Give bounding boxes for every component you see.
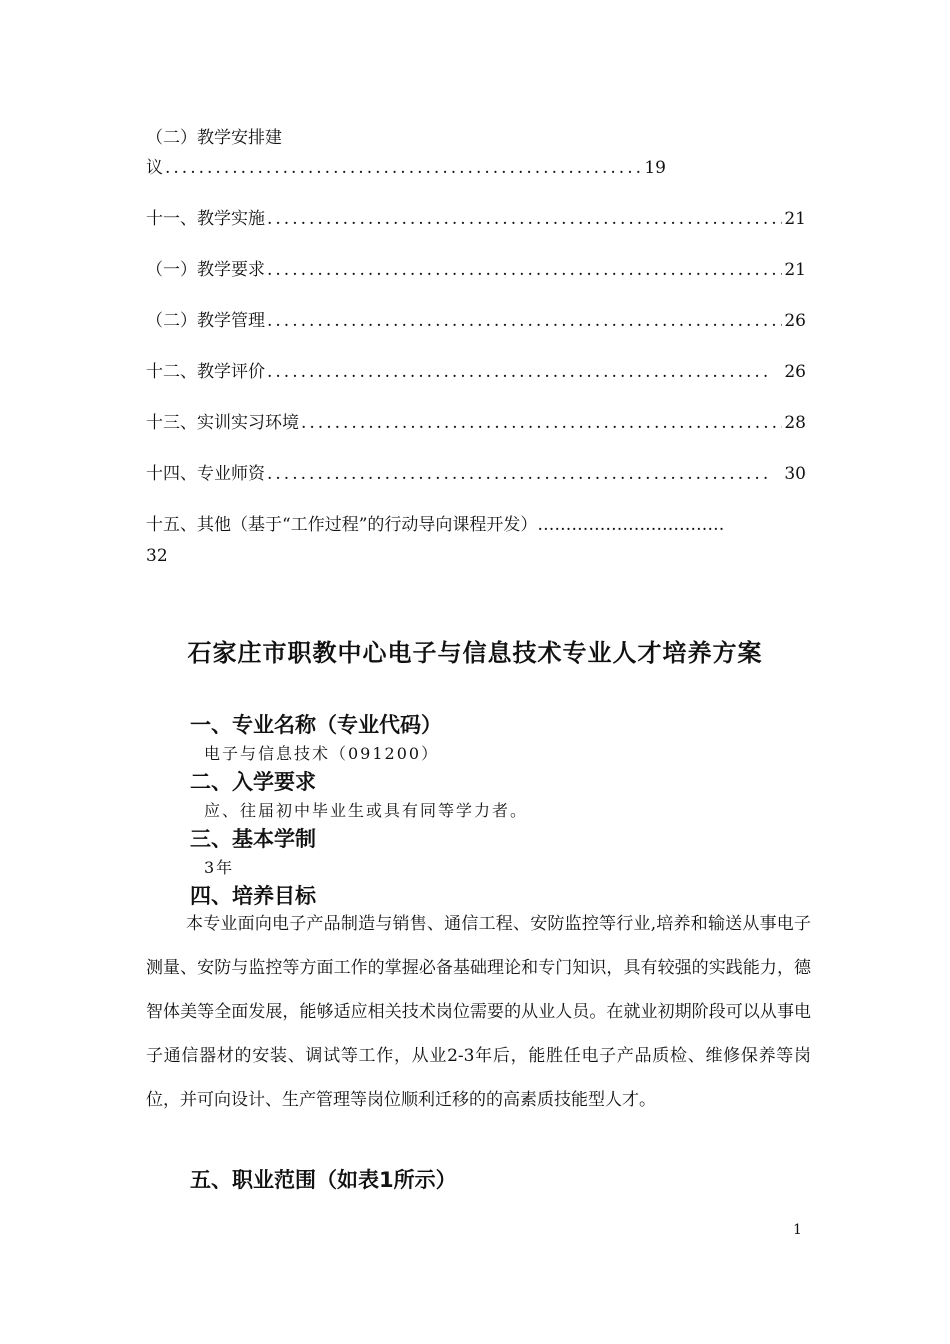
- toc-page-number: 30: [784, 464, 806, 484]
- toc-item: [146, 207, 806, 231]
- toc-page-number: 26: [784, 362, 806, 382]
- toc-page-number: 28: [784, 413, 806, 433]
- document-title: 石家庄市职教中心电子与信息技术专业人才培养方案: [187, 638, 763, 667]
- page-number: 1: [793, 1222, 802, 1238]
- toc-item-label: 十四、专业师资: [146, 464, 265, 484]
- toc-item-label: （二）教学安排建: [146, 128, 282, 148]
- toc-leader-dots: [267, 309, 782, 333]
- section-heading: 五、职业范围（如表1所示）: [190, 1168, 457, 1192]
- toc-leader-dots: [267, 258, 782, 282]
- section-heading: 一、专业名称（专业代码）: [190, 713, 442, 737]
- toc-page-number: 32: [146, 546, 168, 566]
- section-heading: 二、入学要求: [190, 770, 316, 794]
- toc-page-number: 21: [784, 260, 806, 280]
- body-paragraph: [146, 902, 811, 1122]
- toc-item: [146, 258, 806, 282]
- section-body: 电子与信息技术（091200）: [204, 744, 440, 763]
- toc-item-label: （二）教学管理: [146, 311, 265, 331]
- toc-item-label-cont: 议: [146, 158, 163, 178]
- toc-leader-dots: [267, 462, 772, 486]
- section-body: 3年: [204, 858, 235, 877]
- section-heading: 四、培养目标: [190, 884, 316, 908]
- toc-item-label: 十一、教学实施: [146, 209, 265, 229]
- toc-item: [146, 309, 806, 333]
- toc-leader-dots: [267, 207, 782, 231]
- toc-page-number: 26: [784, 311, 806, 331]
- toc-item: [146, 360, 806, 384]
- section-heading: 三、基本学制: [190, 827, 316, 851]
- toc-item-wrapped: [146, 156, 666, 180]
- toc-item: [146, 462, 806, 486]
- toc-item-label: 十二、教学评价: [146, 362, 265, 382]
- toc-leader-dots: [301, 411, 782, 435]
- toc-page-number: 19: [644, 158, 666, 178]
- toc-item-label: 十五、其他（基于“工作过程”的行动导向课程开发）: [146, 515, 538, 535]
- toc-leader-dots: ……………………………: [537, 515, 725, 535]
- toc-leader-dots: [267, 360, 772, 384]
- toc-item: [146, 513, 724, 537]
- paragraph-text: 本专业面向电子产品制造与销售、通信工程、安防监控等行业,培养和输送从事电子测量、安防与监控等方面工作的掌握必备基础理论和专门知识，具有较强的实践能力，德智体美等全面发展，能够适应相关技术岗位需要的从业人员。在就业初期阶段可以从事电子通信器材的安装、调试等工作，从业2-3年后，能胜任电子产品质检、维修保养等岗位，并可向设计、生产管理等岗位顺利迁移的的高素质技能型人才。: [146, 914, 811, 1110]
- section-body: 应、往届初中毕业生或具有同等学力者。: [204, 801, 529, 820]
- toc-item-label: 十三、实训实习环境: [146, 413, 299, 433]
- toc-item-label: （一）教学要求: [146, 260, 265, 280]
- toc-leader-dots: [165, 156, 642, 180]
- toc-item: [146, 411, 806, 435]
- toc-page-number: 21: [784, 209, 806, 229]
